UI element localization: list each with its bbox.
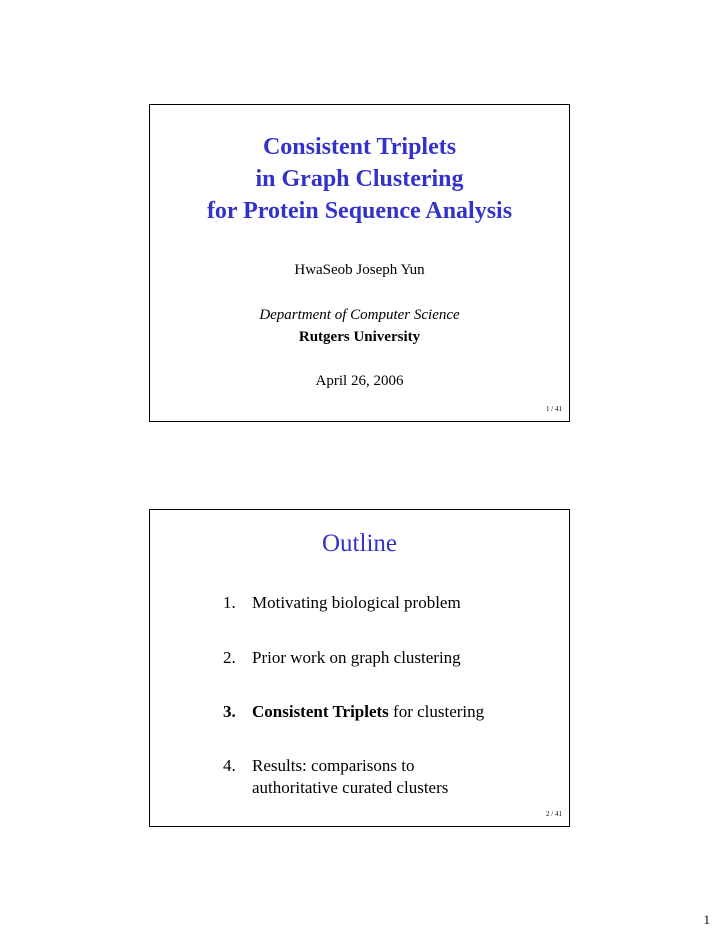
outline-item-continuation: authoritative curated clusters — [252, 778, 449, 797]
outline-item-bold-text: Consistent Triplets — [252, 702, 389, 721]
outline-item-4 — [223, 755, 448, 799]
outline-item-1 — [223, 592, 461, 614]
outline-item-number: 4. — [223, 756, 236, 775]
outline-item-number: 3. — [223, 702, 236, 721]
outline-item-2 — [223, 647, 461, 669]
slide-2-title: Outline — [322, 530, 397, 557]
slide-1 — [149, 104, 570, 422]
outline-item-text: Prior work on graph clustering — [252, 648, 461, 667]
title-line-1: Consistent Triplets — [262, 134, 457, 160]
title-line-3: for Protein Sequence Analysis — [206, 198, 513, 224]
slide-2 — [149, 509, 570, 827]
outline-item-3 — [223, 701, 484, 723]
presentation-date: April 26, 2006 — [315, 373, 404, 389]
outline-item-text: Motivating biological problem — [252, 593, 461, 612]
page-number: 1 — [703, 912, 710, 927]
outline-item-text: Results: comparisons to — [252, 756, 415, 775]
title-line-2: in Graph Clustering — [255, 166, 464, 192]
author-name: HwaSeob Joseph Yun — [294, 262, 425, 278]
university: Rutgers University — [298, 329, 421, 345]
department: Department of Computer Science — [259, 307, 460, 323]
slide-2-number: 2 / 41 — [546, 810, 562, 818]
slide-1-number: 1 / 41 — [546, 405, 562, 413]
slide-1-title — [150, 131, 569, 227]
outline-item-number: 1. — [223, 593, 236, 612]
outline-item-number: 2. — [223, 648, 236, 667]
outline-item-text: for clustering — [388, 702, 485, 721]
